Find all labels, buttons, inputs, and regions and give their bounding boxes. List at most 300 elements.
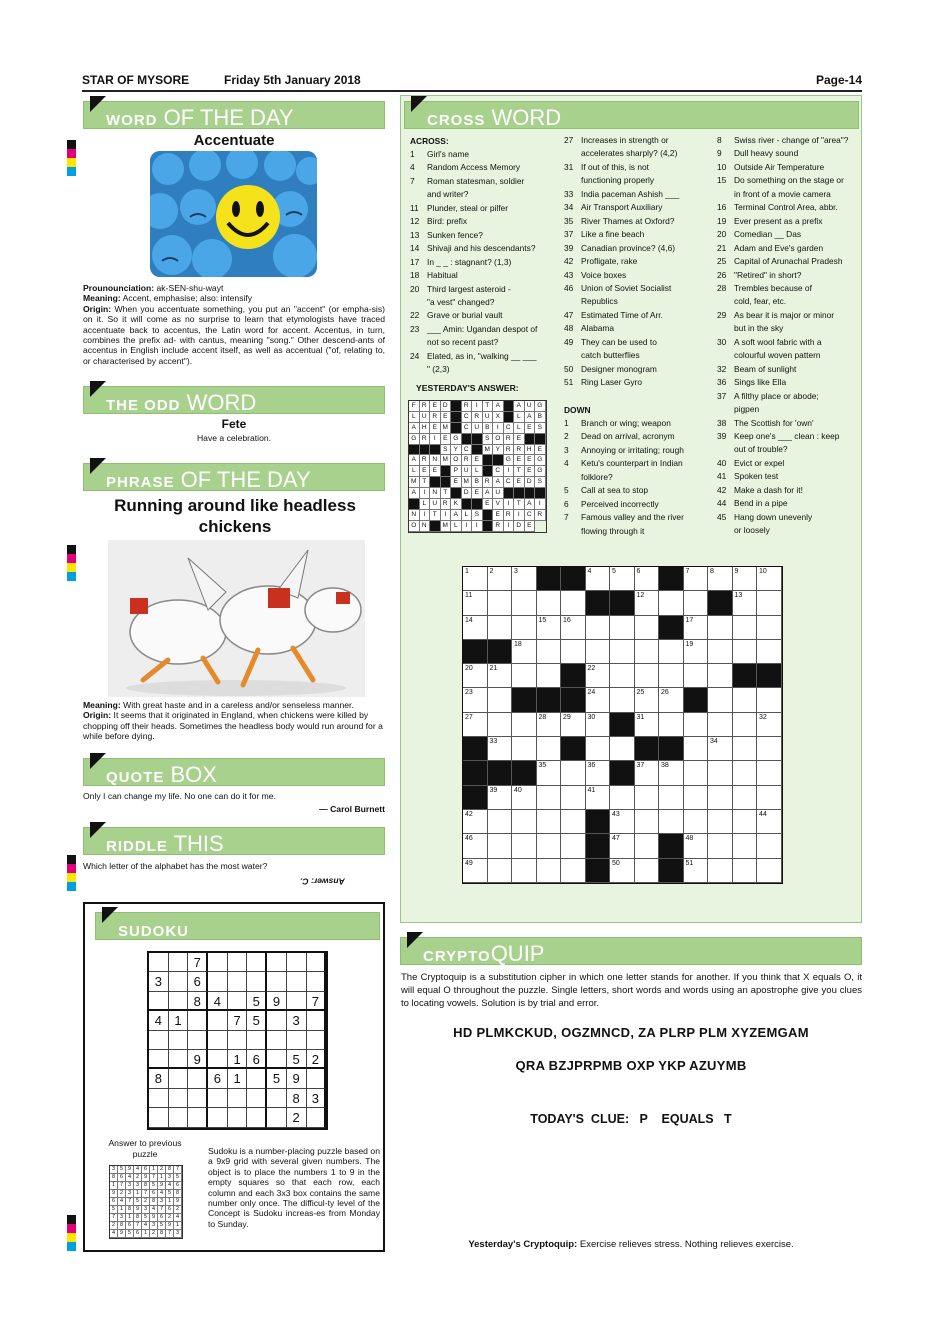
crossword-cell[interactable] <box>757 616 782 640</box>
sudoku-cell[interactable]: 3 <box>307 1089 327 1108</box>
crossword-cell[interactable] <box>684 713 709 737</box>
crossword-cell[interactable] <box>586 688 611 712</box>
answer-cell: 6 <box>134 1230 142 1238</box>
answer-cell: 4 <box>174 1214 182 1222</box>
crossword-cell[interactable] <box>659 664 684 688</box>
sudoku-cell[interactable]: 2 <box>287 1108 307 1127</box>
clue: 39 Keep one's ___ clean : keep <box>717 430 840 441</box>
answer-cell: G <box>504 455 515 466</box>
crossword-cell[interactable] <box>586 640 611 664</box>
sudoku-cell[interactable]: 3 <box>149 972 169 991</box>
clue-number: 36 <box>587 762 596 770</box>
crossword-cell[interactable] <box>733 567 758 591</box>
sudoku-cell[interactable] <box>247 1031 267 1050</box>
sudoku-cell[interactable] <box>188 1069 208 1088</box>
crossword-cell[interactable] <box>684 834 709 858</box>
crossword-cell[interactable] <box>512 640 537 664</box>
crossword-cell[interactable] <box>537 616 562 640</box>
crossword-cell[interactable] <box>463 688 488 712</box>
sudoku-cell[interactable] <box>169 1031 189 1050</box>
crossword-cell[interactable] <box>708 810 733 834</box>
sudoku-cell[interactable]: 6 <box>188 972 208 991</box>
clue-number: 19 <box>685 640 694 648</box>
answer-cell: O <box>451 455 462 466</box>
sudoku-cell[interactable] <box>307 972 327 991</box>
answer-cell: A <box>483 488 494 499</box>
crossword-cell[interactable] <box>561 786 586 810</box>
clue: 29 As bear it is major or minor <box>717 309 835 320</box>
sudoku-cell[interactable]: 3 <box>287 1011 307 1030</box>
answer-cell: 4 <box>118 1198 126 1206</box>
crossword-cell[interactable] <box>512 713 537 737</box>
answer-cell: 8 <box>142 1182 150 1190</box>
crossword-cell[interactable] <box>708 616 733 640</box>
crossword-cell[interactable] <box>635 688 660 712</box>
crossword-cell[interactable] <box>512 859 537 883</box>
sudoku-cell[interactable] <box>208 1031 228 1050</box>
crossword-cell[interactable] <box>537 859 562 883</box>
crossword-cell[interactable] <box>733 761 758 785</box>
crossword-cell[interactable] <box>488 567 513 591</box>
crossword-cell[interactable] <box>586 713 611 737</box>
answer-cell: 8 <box>126 1206 134 1214</box>
crossword-cell[interactable] <box>635 786 660 810</box>
crossword-cell[interactable] <box>757 859 782 883</box>
answer-cell: X <box>493 412 504 423</box>
crossword-cell[interactable] <box>684 761 709 785</box>
crossword-cell[interactable] <box>488 859 513 883</box>
answer-cell: 3 <box>142 1206 150 1214</box>
sudoku-cell[interactable] <box>169 992 189 1011</box>
sudoku-cell[interactable]: 1 <box>228 1050 248 1069</box>
crossword-cell[interactable] <box>708 834 733 858</box>
sudoku-cell[interactable]: 1 <box>169 1011 189 1030</box>
crossword-cell[interactable] <box>757 688 782 712</box>
sudoku-cell[interactable] <box>149 1031 169 1050</box>
crossword-cell[interactable] <box>561 640 586 664</box>
crossword-cell[interactable] <box>586 664 611 688</box>
answer-cell: M <box>441 423 452 434</box>
crossword-cell[interactable] <box>561 834 586 858</box>
sudoku-cell[interactable] <box>149 992 169 1011</box>
sudoku-cell[interactable]: 7 <box>228 1011 248 1030</box>
sudoku-cell[interactable] <box>247 972 267 991</box>
crossword-cell[interactable] <box>488 834 513 858</box>
crossword-cell[interactable] <box>757 786 782 810</box>
clue-number: 30 <box>587 713 596 721</box>
answer-cell: 3 <box>118 1214 126 1222</box>
sudoku-cell[interactable] <box>307 1069 327 1088</box>
crossword-cell[interactable] <box>537 713 562 737</box>
crossword-cell[interactable] <box>512 737 537 761</box>
sudoku-cell[interactable] <box>169 1108 189 1127</box>
answer-cell: 9 <box>126 1166 134 1174</box>
sudoku-cell[interactable]: 2 <box>307 1050 327 1069</box>
sudoku-cell[interactable] <box>208 1108 228 1127</box>
crossword-cell[interactable] <box>537 834 562 858</box>
crossword-cell[interactable] <box>757 713 782 737</box>
sudoku-cell[interactable] <box>228 953 248 972</box>
crossword-cell[interactable] <box>610 567 635 591</box>
crossword-cell[interactable] <box>757 761 782 785</box>
sudoku-cell[interactable] <box>188 1031 208 1050</box>
sudoku-cell[interactable] <box>228 1089 248 1108</box>
sudoku-cell[interactable]: 7 <box>188 953 208 972</box>
crossword-cell[interactable] <box>610 664 635 688</box>
crossword-cell[interactable] <box>512 786 537 810</box>
sudoku-cell[interactable] <box>267 953 287 972</box>
clue: in front of a movie camera <box>734 188 831 199</box>
sudoku-cell[interactable] <box>169 972 189 991</box>
sudoku-cell[interactable]: 1 <box>228 1069 248 1088</box>
sudoku-cell[interactable] <box>247 953 267 972</box>
phrase-definition: Meaning: With great haste and in a careless and/or senseless manner. Origin: It seems that it originated in England, when chickens were killed by chopping off their heads. Sometimes the headless body would run around for a while before dying. <box>83 700 383 742</box>
answer-cell: T <box>420 477 431 488</box>
crossword-cell[interactable] <box>684 859 709 883</box>
crossword-cell[interactable] <box>684 640 709 664</box>
crossword-cell[interactable] <box>733 859 758 883</box>
sudoku-cell[interactable] <box>228 1108 248 1127</box>
sudoku-cell[interactable] <box>208 953 228 972</box>
crossword-cell <box>635 737 660 761</box>
crossword-cell[interactable] <box>684 616 709 640</box>
sudoku-cell[interactable]: 9 <box>188 1050 208 1069</box>
crossword-cell[interactable] <box>561 616 586 640</box>
sudoku-cell[interactable] <box>149 1108 169 1127</box>
crossword-cell[interactable] <box>463 567 488 591</box>
crossword-cell[interactable] <box>488 688 513 712</box>
crossword-cell[interactable] <box>635 810 660 834</box>
crossword-cell[interactable] <box>463 664 488 688</box>
crossword-cell[interactable] <box>635 834 660 858</box>
sudoku-cell[interactable] <box>247 1069 267 1088</box>
crossword-cell[interactable] <box>537 737 562 761</box>
sudoku-cell[interactable] <box>169 1050 189 1069</box>
sudoku-cell[interactable] <box>267 1011 287 1030</box>
crossword-cell[interactable] <box>733 786 758 810</box>
sudoku-cell[interactable] <box>228 1031 248 1050</box>
crossword-cell[interactable] <box>463 713 488 737</box>
answer-cell: 7 <box>142 1190 150 1198</box>
sudoku-cell[interactable]: 6 <box>208 1069 228 1088</box>
crossword-cell[interactable] <box>512 810 537 834</box>
sudoku-cell[interactable]: 8 <box>188 992 208 1011</box>
crossword-cell[interactable] <box>512 834 537 858</box>
crossword-cell[interactable] <box>659 591 684 615</box>
crossword-cell[interactable] <box>708 737 733 761</box>
clue: 24 Elated, as in, "walking __ ___ <box>410 350 537 361</box>
crossword-cell[interactable] <box>586 567 611 591</box>
sudoku-cell[interactable]: 9 <box>287 1069 307 1088</box>
sudoku-cell[interactable] <box>208 1089 228 1108</box>
sudoku-cell[interactable] <box>307 953 327 972</box>
sudoku-cell[interactable] <box>247 1108 267 1127</box>
crossword-cell[interactable] <box>610 688 635 712</box>
sudoku-cell[interactable] <box>307 1108 327 1127</box>
crossword-cell[interactable] <box>659 786 684 810</box>
sudoku-cell[interactable] <box>188 1089 208 1108</box>
answer-cell: E <box>472 488 483 499</box>
crossword-cell[interactable] <box>488 810 513 834</box>
crossword-cell[interactable] <box>586 786 611 810</box>
answer-cell: I <box>535 499 546 510</box>
crossword-cell[interactable] <box>488 786 513 810</box>
clue-number: 7 <box>685 568 690 575</box>
crossword-cell[interactable] <box>561 591 586 615</box>
sudoku-cell[interactable] <box>287 1031 307 1050</box>
page-number: Page-14 <box>815 73 862 87</box>
chicken-image <box>108 540 365 697</box>
crossword-cell[interactable] <box>561 810 586 834</box>
crossword-cell[interactable] <box>708 761 733 785</box>
clue-number: 14 <box>465 616 473 624</box>
answer-cell: Y <box>451 445 462 456</box>
sudoku-cell[interactable] <box>247 1089 267 1108</box>
crossword-cell[interactable] <box>733 737 758 761</box>
crossword-cell[interactable] <box>659 688 684 712</box>
answer-cell: 2 <box>166 1214 174 1222</box>
crossword-cell[interactable] <box>537 810 562 834</box>
sudoku-cell[interactable] <box>188 1011 208 1030</box>
answer-cell: 4 <box>110 1230 118 1238</box>
answer-cell: C <box>462 423 473 434</box>
crossword-cell[interactable] <box>537 786 562 810</box>
answer-cell: 6 <box>142 1166 150 1174</box>
crossword-cell[interactable] <box>512 567 537 591</box>
sudoku-cell[interactable] <box>307 1031 327 1050</box>
crossword-cell[interactable] <box>635 567 660 591</box>
crossword-cell[interactable] <box>586 616 611 640</box>
sudoku-cell[interactable]: 8 <box>149 1069 169 1088</box>
crossword-cell[interactable] <box>757 567 782 591</box>
sudoku-cell[interactable]: 5 <box>287 1050 307 1069</box>
clue: cold, fear, etc. <box>734 296 787 307</box>
crossword-cell[interactable] <box>684 810 709 834</box>
answer-cell: M <box>483 445 494 456</box>
sudoku-cell[interactable]: 4 <box>208 992 228 1011</box>
crossword-cell[interactable] <box>610 810 635 834</box>
crossword-cell[interactable] <box>512 664 537 688</box>
crossword-cell[interactable] <box>733 591 758 615</box>
crossword-cell[interactable] <box>586 737 611 761</box>
crossword-cell[interactable] <box>463 591 488 615</box>
clue: not so recent past? <box>427 337 499 348</box>
sudoku-cell[interactable] <box>287 953 307 972</box>
clue: 8 Swiss river - change of "area"? <box>717 135 849 145</box>
sudoku-cell[interactable]: 7 <box>307 992 327 1011</box>
sudoku-cell[interactable] <box>228 992 248 1011</box>
answer-cell: R <box>504 445 515 456</box>
crossword-grid[interactable] <box>462 566 783 884</box>
crossword-cell[interactable] <box>659 761 684 785</box>
crossword-cell[interactable] <box>488 591 513 615</box>
answer-cell: 1 <box>134 1190 142 1198</box>
crossword-cell[interactable] <box>733 810 758 834</box>
crossword-cell[interactable] <box>463 834 488 858</box>
sudoku-cell[interactable] <box>267 972 287 991</box>
answer-cell: 9 <box>150 1214 158 1222</box>
answer-cell: U <box>462 466 473 477</box>
crossword-cell[interactable] <box>757 834 782 858</box>
crossword-cell[interactable] <box>488 713 513 737</box>
answer-cell: I <box>420 510 431 521</box>
sudoku-grid[interactable] <box>147 951 328 1130</box>
crossword-cell[interactable] <box>635 591 660 615</box>
crossword-cell[interactable] <box>757 640 782 664</box>
clue-number: 11 <box>465 592 473 600</box>
crossword-cell[interactable] <box>708 688 733 712</box>
answer-cell <box>535 434 546 445</box>
sudoku-cell[interactable] <box>149 1050 169 1069</box>
clue: catch butterflies <box>581 350 640 361</box>
crossword-cell[interactable] <box>757 591 782 615</box>
crossword-cell[interactable] <box>659 640 684 664</box>
answer-cell: E <box>514 455 525 466</box>
sudoku-cell[interactable]: 4 <box>149 1011 169 1030</box>
sudoku-cell[interactable] <box>188 1108 208 1127</box>
sudoku-cell[interactable] <box>267 1108 287 1127</box>
answer-cell: 5 <box>150 1182 158 1190</box>
crossword-cell <box>659 567 684 591</box>
sudoku-cell[interactable]: 9 <box>267 992 287 1011</box>
crossword-cell[interactable] <box>635 761 660 785</box>
answer-cell: C <box>504 423 515 434</box>
answer-cell: 1 <box>174 1222 182 1230</box>
word-definition: Prounounciation: ak-SEN-shu-wayt Meaning: Accent, emphasise; also: intensify Origin: When you accentuate something, you put an "accent" (or empha-sis) on it. So it will come as no surprise to learn that etymologists have traced accentuate back to accentus, the Latin word for accent. Accentus, in turn, combines the prefix ad- with cantus, meaning "song." Other descend-ants of accentus in English include accent itself, as well as accentual ("of, relating to, or characterised by accent"). <box>83 283 385 366</box>
crossword-cell[interactable] <box>610 616 635 640</box>
crossword-cell[interactable] <box>463 859 488 883</box>
answer-cell: U <box>430 499 441 510</box>
crossword-cell[interactable] <box>684 591 709 615</box>
crossword-cell[interactable] <box>610 859 635 883</box>
crossword-cell[interactable] <box>537 640 562 664</box>
sudoku-cell[interactable] <box>149 953 169 972</box>
crossword-cell <box>537 688 562 712</box>
sudoku-cell[interactable] <box>149 1089 169 1108</box>
crossword-cell[interactable] <box>561 761 586 785</box>
crossword-cell[interactable] <box>561 713 586 737</box>
crossword-cell[interactable] <box>586 761 611 785</box>
crossword-cell[interactable] <box>635 616 660 640</box>
answer-cell: 3 <box>110 1166 118 1174</box>
crossword-cell[interactable] <box>610 786 635 810</box>
sudoku-cell[interactable] <box>208 1050 228 1069</box>
sudoku-cell[interactable] <box>307 1011 327 1030</box>
sudoku-cell[interactable] <box>208 1011 228 1030</box>
answer-cell: P <box>451 466 462 477</box>
crossword-cell[interactable] <box>733 834 758 858</box>
answer-cell <box>483 455 494 466</box>
clue: 13 Sunken fence? <box>410 229 483 240</box>
sudoku-cell[interactable] <box>169 1069 189 1088</box>
crossword-cell[interactable] <box>537 761 562 785</box>
crossword-cell[interactable] <box>610 737 635 761</box>
sudoku-cell[interactable] <box>169 953 189 972</box>
sudoku-cell[interactable] <box>169 1089 189 1108</box>
crossword-cell[interactable] <box>757 737 782 761</box>
crossword-cell[interactable] <box>488 616 513 640</box>
crossword-cell[interactable] <box>684 664 709 688</box>
crossword-cell[interactable] <box>708 786 733 810</box>
crossword-cell[interactable] <box>708 859 733 883</box>
crossword-cell[interactable] <box>708 640 733 664</box>
answer-cell: R <box>535 510 546 521</box>
crossword-cell[interactable] <box>463 616 488 640</box>
crossword-cell[interactable] <box>463 810 488 834</box>
crossword-cell[interactable] <box>635 859 660 883</box>
crossword-cell[interactable] <box>733 688 758 712</box>
crossword-cell <box>659 859 684 883</box>
odd-word-band: THE ODD WORD <box>83 386 385 414</box>
sudoku-cell[interactable]: 6 <box>247 1050 267 1069</box>
crossword-cell[interactable] <box>708 713 733 737</box>
crossword-cell[interactable] <box>684 786 709 810</box>
sudoku-cell[interactable]: 5 <box>267 1069 287 1088</box>
sudoku-cell[interactable] <box>267 1031 287 1050</box>
crossword-cell[interactable] <box>684 737 709 761</box>
answer-cell <box>504 488 515 499</box>
sudoku-cell[interactable] <box>208 972 228 991</box>
answer-cell: R <box>514 445 525 456</box>
crossword-cell[interactable] <box>610 640 635 664</box>
crossword-cell[interactable] <box>684 567 709 591</box>
crossword-cell[interactable] <box>512 591 537 615</box>
answer-cell: A <box>525 499 536 510</box>
crossword-cell[interactable] <box>733 616 758 640</box>
down-title: DOWN <box>564 405 591 415</box>
crossword-cell[interactable] <box>757 810 782 834</box>
crossword-cell[interactable] <box>537 664 562 688</box>
clue-number: 6 <box>636 568 641 575</box>
crossword-cell[interactable] <box>537 591 562 615</box>
sudoku-cell[interactable]: 8 <box>287 1089 307 1108</box>
sudoku-cell[interactable]: 5 <box>247 1011 267 1030</box>
odd-word: Fete <box>221 417 247 431</box>
crossword-cell[interactable] <box>488 664 513 688</box>
crossword-cell[interactable] <box>610 834 635 858</box>
answer-cell: 7 <box>158 1206 166 1214</box>
sudoku-cell[interactable] <box>287 992 307 1011</box>
sudoku-cell[interactable]: 5 <box>247 992 267 1011</box>
sudoku-cell[interactable] <box>228 972 248 991</box>
clue: 21 Adam and Eve's garden <box>717 242 824 253</box>
sudoku-cell[interactable] <box>267 1050 287 1069</box>
crossword-cell[interactable] <box>708 567 733 591</box>
crossword-cell[interactable] <box>733 713 758 737</box>
crossword-cell[interactable] <box>635 713 660 737</box>
crossword-cell[interactable] <box>708 664 733 688</box>
crossword-cell[interactable] <box>561 859 586 883</box>
clue-number: 34 <box>710 738 718 746</box>
crossword-cell[interactable] <box>635 640 660 664</box>
crossword-cell[interactable] <box>733 640 758 664</box>
sudoku-cell[interactable] <box>287 972 307 991</box>
crossword-cell[interactable] <box>659 713 684 737</box>
crossword-cell[interactable] <box>512 616 537 640</box>
clue-number: 44 <box>759 810 767 818</box>
answer-cell <box>462 499 473 510</box>
sudoku-cell[interactable] <box>267 1089 287 1108</box>
across-clues-col2 <box>564 134 714 390</box>
crossword-cell <box>463 761 488 785</box>
crossword-cell[interactable] <box>635 664 660 688</box>
crossword-cell[interactable] <box>659 810 684 834</box>
answer-cell: E <box>441 434 452 445</box>
answer-cell: 7 <box>134 1222 142 1230</box>
clue: 4 Random Access Memory <box>410 162 521 173</box>
phrase-band: PHRASE OF THE DAY <box>83 463 385 491</box>
crossword-cell[interactable] <box>488 737 513 761</box>
